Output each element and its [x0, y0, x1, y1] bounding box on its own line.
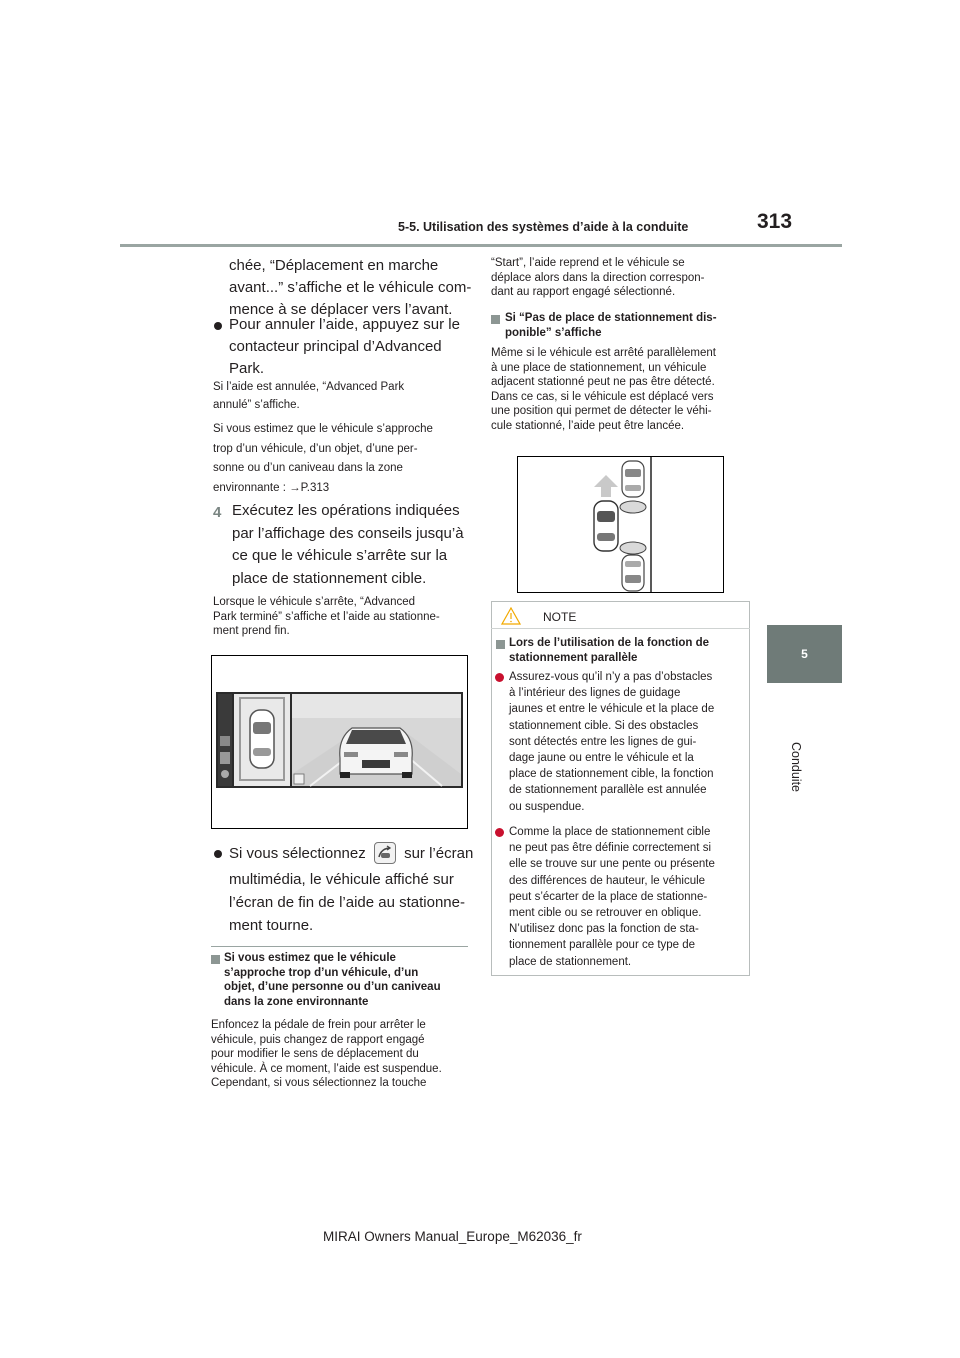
- parking-diagram: [517, 456, 724, 593]
- subsection-body-no-space: Même si le véhicule est arrêté parallèlement à une place de stationnement, un véhicule adjacent stationné peut ne pas être détecté. Dans ce cas, si le véhicule est déplacé vers une position qui permet de détecter le véhi- cule stationné, l’aide peut être lancée.: [491, 347, 716, 432]
- note-bullet-icon: [495, 828, 504, 837]
- subsection-title-no-space: Si “Pas de place de stationnement dis- ponible” s’affiche: [505, 312, 717, 339]
- chapter-tab: 5: [767, 625, 842, 683]
- bullet-rotate-rest: multimédia, le véhicule affiché sur l’écran de fin de l’aide au stationne- ment tourne.: [229, 871, 465, 934]
- section-divider: [211, 946, 468, 947]
- screen-figure: [211, 655, 468, 829]
- section-title: 5-5. Utilisation des systèmes d’aide à la conduite: [398, 220, 689, 234]
- continued-paragraph-right: “Start”, l’aide reprend et le véhicule se déplace alors dans la direction correspon- dant au rapport engagé sélectionné.: [491, 257, 705, 298]
- subsection-body-approach: Enfoncez la pédale de frein pour arrêter le véhicule, puis changez de rapport engagé pour modifier le sens de déplacement du véhicule. À ce moment, l’aide est suspendue. Cependant, si vous sélectionnez la touche: [211, 1019, 442, 1089]
- section-marker-icon: [496, 640, 505, 649]
- up-arrow-icon: [594, 475, 618, 497]
- bullet-rotate-line1: Si vous sélectionnez sur l’écran: [229, 842, 473, 865]
- subsection-title-approach: Si vous estimez que le véhicule s’approche trop d’un véhicule, d’un objet, d’une personne ou d’un caniveau dans la zone environnante: [224, 952, 441, 1008]
- bullet-cancel-aid: Pour annuler l’aide, appuyez sur le contacteur principal d’Advanced Park.: [229, 316, 460, 377]
- note-bullet-icon: [495, 673, 504, 682]
- step-text: Exécutez les opérations indiquées par l’affichage des conseils jusqu’à ce que le véhicule s’arrête sur la place de stationnement cible.: [232, 502, 464, 587]
- bullet-icon: [214, 322, 222, 330]
- rotate-car-icon: [374, 842, 396, 864]
- note-divider: [491, 628, 750, 629]
- note-item-obstacles: Assurez-vous qu’il n’y a pas d’obstacles à l’intérieur des lignes de guidage jaunes et entre le véhicule et la place de stationnement cible. Si des obstacles sont détectés entre les lignes de gui- dage jaune ou entre le véhicule et la place de stationnement cible, la fonction de stationnement parallèle est annulée ou suspendue.: [509, 671, 715, 813]
- bullet-icon: [214, 850, 222, 858]
- section-marker-icon: [211, 955, 220, 964]
- note-approach: Si vous estimez que le véhicule s’approche trop d’un véhicule, d’un objet, d’une per- sonne ou d’un caniveau dans la zone environnante : →P.313: [213, 423, 433, 494]
- note-item-slope: Comme la place de stationnement cible ne peut pas être définie correctement si elle se trouve sur une pente ou présente des différences de hauteur, le véhicule peut s’écarter de la place de stationne- ment cible ou se retrouver en oblique. N’utilisez donc pas la fonction de sta- tionnement parallèle pour ce type de place de stationnement.: [509, 826, 715, 968]
- warning-triangle-icon: [501, 607, 521, 625]
- step-note: Lorsque le véhicule s’arrête, “Advanced Park terminé” s’affiche et l’aide au stationne- ment prend fin.: [213, 596, 440, 637]
- note-heading: Lors de l’utilisation de la fonction de stationnement parallèle: [509, 637, 709, 664]
- footer-text: MIRAI Owners Manual_Europe_M62036_fr: [323, 1229, 582, 1244]
- screen-illustration: [212, 656, 467, 828]
- step-number: 4: [213, 504, 222, 521]
- continued-paragraph: chée, “Déplacement en marche avant...” s’affiche et le véhicule com- mence à se déplacer vers l’avant.: [229, 257, 472, 318]
- page-number: 313: [757, 210, 793, 233]
- note-cancelled: Si l’aide est annulée, “Advanced Park annulé” s’affiche.: [213, 381, 405, 411]
- note-label: NOTE: [543, 610, 577, 624]
- chapter-label: Conduite: [789, 741, 803, 793]
- section-marker-icon: [491, 315, 500, 324]
- header-rule: [120, 244, 842, 247]
